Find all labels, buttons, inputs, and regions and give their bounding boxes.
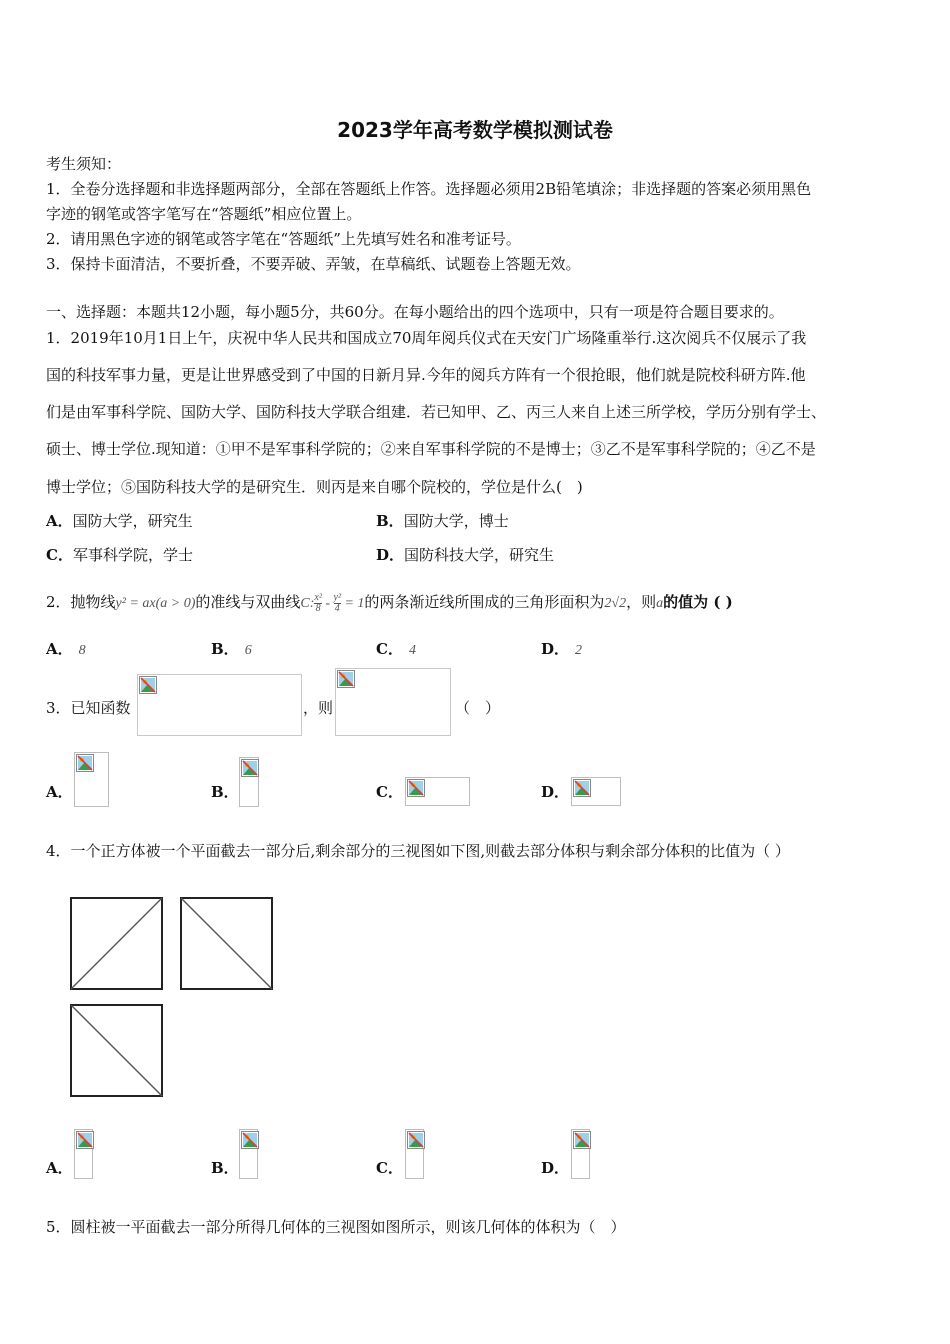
q1-option-c[interactable] — [46, 544, 193, 565]
broken-image-icon — [573, 1131, 591, 1149]
q4-option-a-label[interactable]: A． — [46, 1159, 73, 1177]
q4-option-b-label[interactable]: B． — [211, 1159, 239, 1177]
q1-option-b[interactable] — [376, 510, 509, 531]
broken-image-icon — [241, 759, 259, 777]
option-value: 6 — [244, 643, 252, 658]
notice-item: 3．保持卡面清洁，不要折叠，不要弄破、弄皱，在草稿纸、试题卷上答题无效。 — [46, 255, 581, 273]
q1-line: 博士学位；⑤国防科技大学的是研究生．则丙是来自哪个院校的，学位是什么( ) — [46, 478, 583, 496]
option-label: C． — [46, 546, 73, 564]
q3-option-a-label[interactable]: A． — [46, 783, 73, 801]
broken-image-icon — [76, 754, 94, 772]
option-label: B． — [211, 640, 239, 658]
fraction — [334, 593, 341, 614]
notice-item: 2．请用黑色字迹的钢笔或答字笔在“答题纸”上先填写姓名和准考证号。 — [46, 230, 521, 248]
option-label: A． — [46, 640, 73, 658]
q2-prefix: 2．抛物线 — [46, 593, 116, 611]
q3-option-b-label[interactable]: B． — [211, 783, 239, 801]
option-label: B． — [376, 512, 404, 530]
broken-image-icon — [407, 779, 425, 797]
notice-heading: 考生须知： — [46, 155, 122, 173]
q4-option-a-image — [74, 1129, 93, 1179]
broken-image-icon — [337, 670, 355, 688]
q2-option-d[interactable] — [541, 638, 582, 659]
q1-line: 们是由军事科学院、国防大学、国防科技大学联合组建．若已知甲、乙、丙三人来自上述三所学校，学历分别有学士、 — [46, 403, 827, 421]
hyperbola-expression — [300, 592, 365, 615]
q3-option-d-label[interactable]: D． — [541, 783, 570, 801]
q4-option-c-image — [405, 1129, 424, 1179]
q4-option-d-label[interactable]: D． — [541, 1159, 570, 1177]
q4-stem: 4．一个正方体被一个平面截去一部分后,剩余部分的三视图如下图,则截去部分体积与剩余部分体积的比值为（ ） — [46, 842, 790, 860]
q3-function-image — [137, 674, 302, 736]
option-text: 国防科技大学，研究生 — [404, 546, 555, 564]
broken-image-icon — [573, 779, 591, 797]
option-text: 军事科学院，学士 — [72, 546, 193, 564]
q3-expression-image — [335, 668, 451, 736]
broken-image-icon — [407, 1131, 425, 1149]
q3-suffix: （ ） — [455, 699, 501, 717]
option-value: 2 — [575, 643, 583, 658]
denominator: 8 — [315, 603, 321, 615]
denominator: 4 — [334, 603, 340, 615]
q1-option-a[interactable] — [46, 510, 193, 531]
q3-prefix: 3．已知函数 — [46, 699, 131, 717]
q2-option-c[interactable] — [376, 638, 416, 659]
option-value: 4 — [408, 643, 416, 658]
option-text: 国防大学，博士 — [403, 512, 509, 530]
option-value: 8 — [78, 643, 86, 658]
fraction — [314, 593, 321, 614]
option-label: C． — [376, 640, 403, 658]
q2-text: 的两条渐近线所围成的三角形面积为 — [364, 593, 605, 611]
broken-image-icon — [139, 676, 157, 694]
q5-stem: 5．圆柱被一平面截去一部分所得几何体的三视图如图所示，则该几何体的体积为（ ） — [46, 1218, 626, 1236]
parabola-expression: y² = ax(a > 0) — [115, 596, 196, 611]
top-view — [71, 1005, 162, 1096]
q2-text: 的准线与双曲线 — [195, 593, 301, 611]
option-text: 国防大学，研究生 — [72, 512, 193, 530]
q3-option-d-image — [571, 777, 621, 806]
q2-stem — [46, 589, 733, 617]
page-title: 2023学年高考数学模拟测试卷 — [337, 118, 613, 142]
q4-option-d-image — [571, 1129, 590, 1179]
three-view-diagram — [68, 895, 278, 1100]
side-view — [181, 898, 272, 989]
q4-option-c-label[interactable]: C． — [376, 1159, 403, 1177]
variable-a: a — [656, 596, 664, 611]
q3-option-a-image — [74, 752, 109, 807]
q2-text: ，则 — [626, 593, 657, 611]
broken-image-icon — [241, 1131, 259, 1149]
q1-line: 硕士、博士学位.现知道：①甲不是军事科学院的；②来自军事科学院的不是博士；③乙不是军事科学院的；④乙不是 — [46, 440, 816, 458]
q4-option-b-image — [239, 1129, 258, 1179]
broken-image-icon — [76, 1131, 94, 1149]
notice-item: 1．全卷分选择题和非选择题两部分，全部在答题纸上作答。选择题必须用2B铅笔填涂；非选择题的答案必须用黑色 — [46, 180, 812, 198]
front-view — [71, 898, 162, 989]
section-heading: 一、选择题：本题共12小题，每小题5分，共60分。在每小题给出的四个选项中，只有一项是符合题目要求的。 — [46, 303, 784, 321]
option-label: A． — [46, 512, 73, 530]
q3-option-c-label[interactable]: C． — [376, 783, 403, 801]
q1-line: 1．2019年10月1日上午，庆祝中华人民共和国成立70周年阅兵仪式在天安门广场隆重举行.这次阅兵不仅展示了我 — [46, 329, 807, 347]
math-text: - — [321, 596, 334, 611]
numerator: y² — [333, 592, 341, 604]
q3-mid: ，则 — [303, 699, 334, 717]
q2-option-b[interactable] — [211, 638, 252, 659]
q2-option-a[interactable] — [46, 638, 86, 659]
q2-suffix: 的值为 ( ) — [663, 593, 733, 611]
notice-item: 字迹的钢笔或答字笔写在“答题纸”相应位置上。 — [46, 205, 362, 223]
math-text: = 1 — [340, 596, 365, 611]
q1-option-d[interactable] — [376, 544, 554, 565]
q3-option-c-image — [405, 777, 470, 806]
math-text: C: — [300, 596, 315, 611]
q3-option-b-image — [239, 757, 259, 807]
numerator: x² — [314, 592, 322, 604]
option-label: D． — [376, 546, 405, 564]
option-label: D． — [541, 640, 570, 658]
q1-line: 国的科技军事力量，更是让世界感受到了中国的日新月异.今年的阅兵方阵有一个很抢眼，他们就是院校科研方阵.他 — [46, 366, 806, 384]
area-expression: 2√2 — [604, 596, 627, 611]
